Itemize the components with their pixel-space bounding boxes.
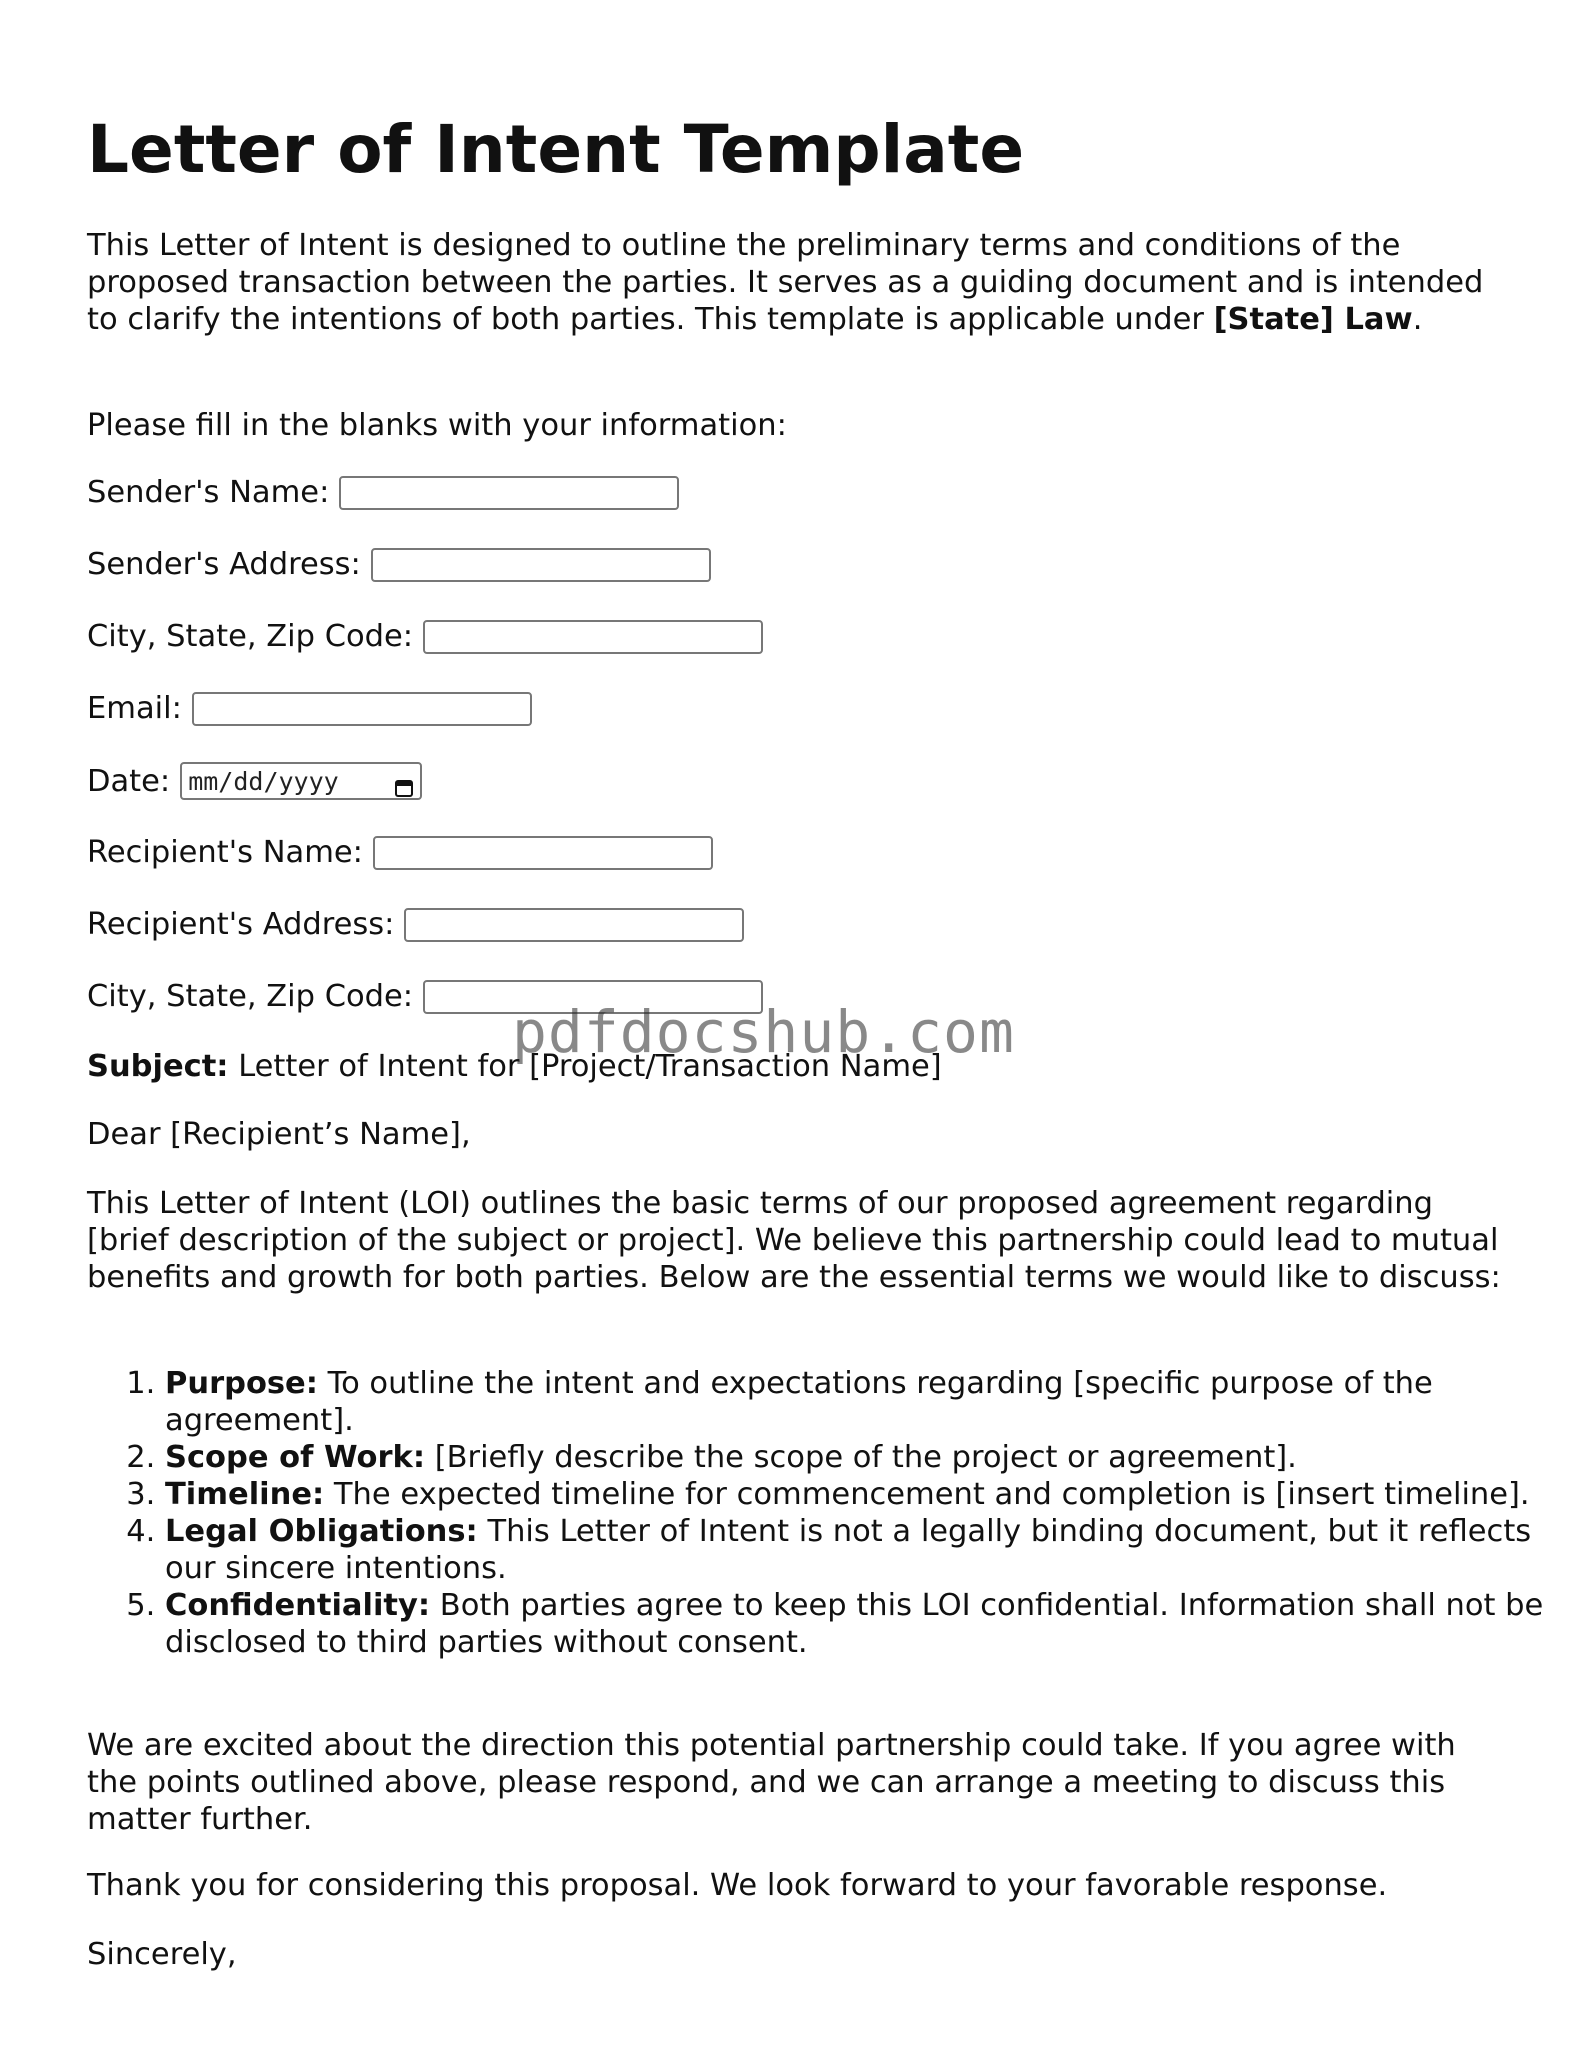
email-label: Email:: [87, 691, 182, 726]
subject-label: Subject:: [87, 1049, 229, 1084]
term-text: This Letter of Intent is not a legally binding document, but it reflects our sincere intentions.: [165, 1514, 1532, 1586]
recipient-city-row: [87, 978, 763, 1015]
date-row: [87, 762, 422, 800]
recipient-city-input[interactable]: [423, 980, 763, 1014]
recipient-name-label: Recipient's Name:: [87, 835, 363, 870]
list-item: [165, 1365, 1585, 1439]
watermark: pdfdocshub.com: [512, 998, 1015, 1066]
terms-list: [87, 1365, 1585, 1661]
thank-you-paragraph: Thank you for considering this proposal. We look forward to your favorable response.: [87, 1868, 1388, 1903]
subject-text: Letter of Intent for [Project/Transaction Name]: [228, 1049, 942, 1084]
list-item: [165, 1587, 1585, 1661]
sender-name-input[interactable]: [339, 476, 679, 510]
date-placeholder: mm/dd/yyyy: [188, 766, 339, 796]
fill-prompt: Please fill in the blanks with your information:: [87, 408, 787, 443]
intro-law: [State] Law: [1213, 302, 1413, 337]
closing-paragraph: We are excited about the direction this potential partnership could take. If you agree with the points outlined above, please respond, and we can arrange a meeting to discuss this matter further.: [87, 1728, 1456, 1837]
term-text: Both parties agree to keep this LOI confidential. Information shall not be disclosed to third parties without consent.: [165, 1588, 1544, 1660]
recipient-name-row: [87, 834, 713, 871]
calendar-icon[interactable]: [394, 771, 414, 791]
intro-text: This Letter of Intent is designed to outline the preliminary terms and conditions of the proposed transaction between the parties. It serves as a guiding document and is intended to clarify the intentions of both parties. This template is applicable under: [87, 228, 1484, 337]
sender-address-label: Sender's Address:: [87, 547, 361, 582]
term-label: Legal Obligations:: [165, 1514, 478, 1549]
term-label: Scope of Work:: [165, 1440, 426, 1475]
list-item: [165, 1439, 1585, 1476]
term-label: Timeline:: [165, 1477, 325, 1512]
date-label: Date:: [87, 763, 171, 799]
subject-line: [87, 1048, 1507, 1085]
term-label: Purpose:: [165, 1366, 318, 1401]
intro-paragraph: [87, 227, 1507, 338]
recipient-address-label: Recipient's Address:: [87, 907, 395, 942]
recipient-address-row: [87, 906, 744, 943]
term-text: The expected timeline for commencement and completion is [insert timeline].: [324, 1477, 1530, 1512]
body-paragraph: This Letter of Intent (LOI) outlines the basic terms of our proposed agreement regarding [brief description of the subject or project]. We believe this partnership could lead to mutual benefits and growth for both parties. Below are the essential terms we would like to discuss:: [87, 1186, 1501, 1295]
list-item: [165, 1476, 1585, 1513]
recipient-name-input[interactable]: [373, 836, 713, 870]
signoff: Sincerely,: [87, 1937, 237, 1972]
list-item: [165, 1513, 1585, 1587]
sender-city-row: [87, 618, 763, 655]
term-text: To outline the intent and expectations regarding [specific purpose of the agreement].: [165, 1366, 1433, 1438]
email-row: [87, 690, 532, 727]
sender-name-label: Sender's Name:: [87, 475, 330, 510]
intro-end: .: [1412, 302, 1423, 337]
sender-name-row: [87, 474, 679, 511]
sender-address-input[interactable]: [371, 548, 711, 582]
email-input[interactable]: [192, 692, 532, 726]
term-text: [Briefly describe the scope of the project or agreement].: [425, 1440, 1297, 1475]
sender-city-input[interactable]: [423, 620, 763, 654]
sender-city-label: City, State, Zip Code:: [87, 619, 414, 654]
salutation: Dear [Recipient’s Name],: [87, 1117, 471, 1152]
recipient-address-input[interactable]: [404, 908, 744, 942]
recipient-city-label: City, State, Zip Code:: [87, 979, 414, 1014]
sender-address-row: [87, 546, 711, 583]
term-label: Confidentiality:: [165, 1588, 431, 1623]
date-input[interactable]: [180, 762, 422, 800]
page-title: Letter of Intent Template: [87, 111, 1025, 188]
